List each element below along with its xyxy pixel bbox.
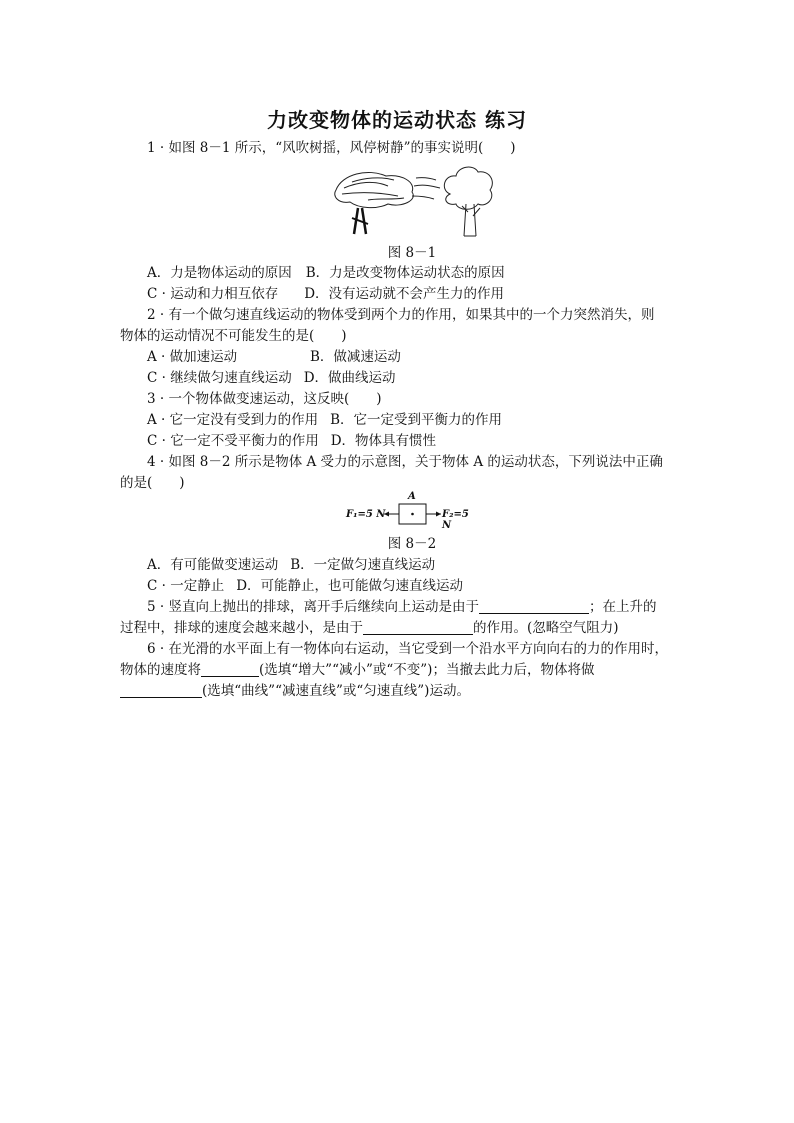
q5-text-c: 过程中，排球的速度会越来越小，是由于 <box>120 620 363 636</box>
q2-option-d: D．做曲线运动 <box>303 370 396 386</box>
calm-tree-icon <box>444 167 492 236</box>
q1-options-row-2 <box>147 284 504 304</box>
q1-option-d: D．没有运动就不会产生力的作用 <box>304 286 505 302</box>
q4-stem-line-1: 4 · 如图 8－2 所示是物体 A 受力的示意图，关于物体 A 的运动状态，下列说法中正确 <box>147 454 663 470</box>
q2-option-a: A · 做加速运动 <box>147 349 238 365</box>
q1-stem: 1 · 如图 8－1 所示，“风吹树摇，风停树静”的事实说明( ) <box>147 140 516 156</box>
q2-stem-line-2: 物体的运动情况不可能发生的是( ) <box>120 328 347 344</box>
q3-options-row-1 <box>147 410 502 430</box>
q5-text-b: ；在上升的 <box>588 599 657 615</box>
q2-options-row-2 <box>147 368 396 388</box>
q6-text-a: 物体的速度将 <box>120 662 201 678</box>
figure-8-2-force-diagram <box>346 491 478 531</box>
q6-line-3 <box>120 681 470 701</box>
q2-option-b: B．做减速运动 <box>310 349 401 365</box>
center-dot <box>411 513 414 516</box>
q6-text-c: (选填“曲线”“减速直线”或“匀速直线”)运动。 <box>202 683 470 699</box>
wind-blown-tree-icon <box>335 172 440 234</box>
q5-line-1 <box>147 597 656 617</box>
q5-text-a: 5 · 竖直向上抛出的排球，离开手后继续向上运动是由于 <box>147 599 479 615</box>
q3-options-row-2 <box>147 431 436 451</box>
q1-option-c: C · 运动和力相互依存 <box>147 286 279 302</box>
q6-answer-blank-1[interactable] <box>201 662 259 677</box>
q5-answer-blank-1[interactable] <box>479 599 589 614</box>
q3-option-b: B．它一定受到平衡力的作用 <box>330 412 503 428</box>
q4-options-row-1 <box>147 555 435 575</box>
q4-option-b: B．一定做匀速直线运动 <box>290 557 436 573</box>
object-a-label: A <box>408 491 416 502</box>
figure-8-1-wind-and-tree <box>328 162 498 240</box>
q6-line-1: 6 · 在光滑的水平面上有一物体向右运动，当它受到一个沿水平方向向右的力的作用时， <box>147 641 668 657</box>
q3-stem: 3 · 一个物体做变速运动，这反映( ) <box>147 391 382 407</box>
figure-8-1-caption: 图 8－1 <box>387 245 437 261</box>
q4-option-c: C · 一定静止 <box>147 578 225 594</box>
q5-text-d: 的作用。(忽略空气阻力) <box>473 620 619 636</box>
q4-option-a: A．有可能做变速运动 <box>147 557 279 573</box>
tree-illustration <box>328 162 498 240</box>
q6-answer-blank-2[interactable] <box>120 683 202 698</box>
q2-options-row-1 <box>147 347 401 367</box>
q6-text-b: (选填“增大”“减小”或“不变”)；当撤去此力后，物体将做 <box>259 662 595 678</box>
f1-label: F₁=5 N <box>346 509 386 520</box>
q1-option-a: A．力是物体运动的原因 <box>147 265 292 281</box>
f2-arrowhead <box>436 512 441 517</box>
q4-options-row-2 <box>147 576 463 596</box>
f2-label: F₂=5 N <box>442 509 469 531</box>
q3-option-a: A · 它一定没有受到力的作用 <box>147 412 319 428</box>
q3-option-d: D．物体具有惯性 <box>330 433 437 449</box>
q6-line-2 <box>120 660 594 680</box>
q4-option-d: D．可能静止，也可能做匀速直线运动 <box>236 578 464 594</box>
figure-8-2-caption: 图 8－2 <box>387 536 437 552</box>
q5-line-2 <box>120 618 619 638</box>
q2-option-c: C · 继续做匀速直线运动 <box>147 370 292 386</box>
q3-option-c: C · 它一定不受平衡力的作用 <box>147 433 319 449</box>
q1-option-b: B．力是改变物体运动状态的原因 <box>305 265 505 281</box>
q4-stem-line-2: 的是( ) <box>120 475 185 491</box>
q1-options-row-1 <box>147 263 505 283</box>
q5-answer-blank-2[interactable] <box>363 620 473 635</box>
q2-stem-line-1: 2 · 有一个做匀速直线运动的物体受到两个力的作用，如果其中的一个力突然消失，则 <box>147 307 655 323</box>
worksheet-title: 力改变物体的运动状态 练习 <box>267 108 527 132</box>
